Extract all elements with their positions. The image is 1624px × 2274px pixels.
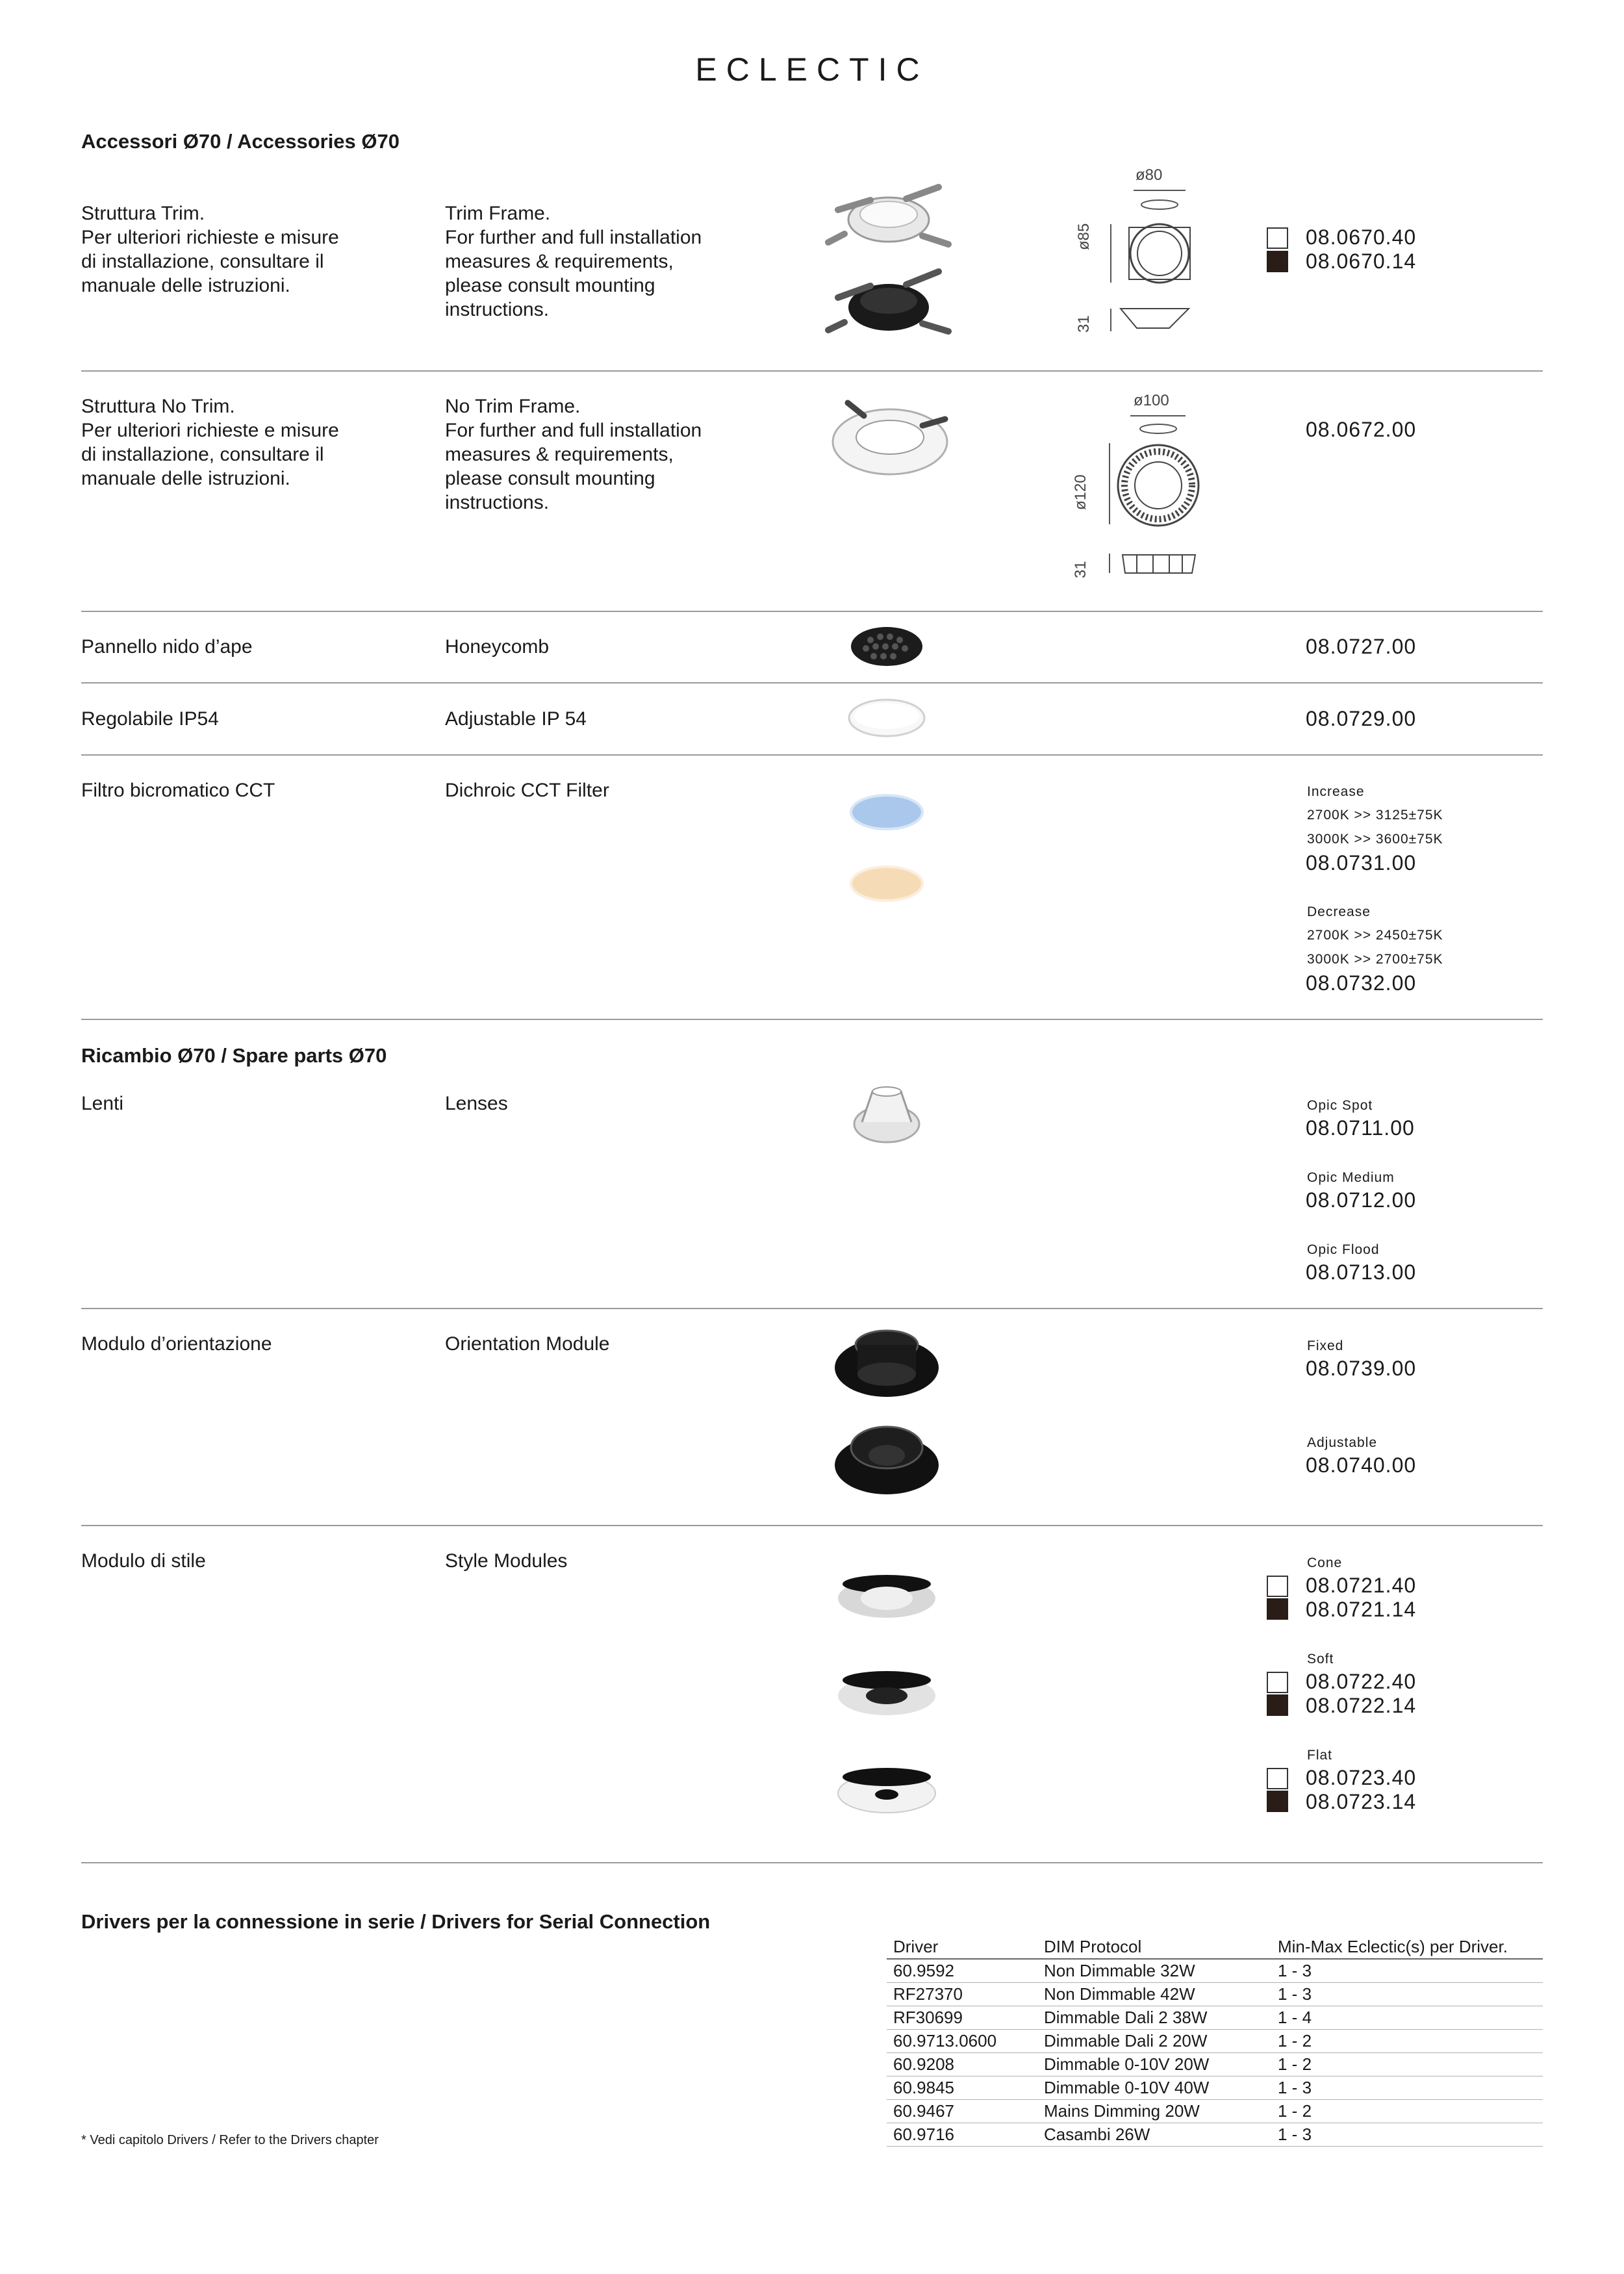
- orientation-adjustable-label: Adjustable: [1307, 1435, 1378, 1450]
- drivers-table-header: [887, 1935, 1543, 1959]
- driver-code: RF30699: [887, 2006, 1037, 2030]
- footnote: * Vedi capitolo Drivers / Refer to the Drivers chapter: [81, 2133, 379, 2147]
- divider: [81, 754, 1543, 756]
- cct-decrease-label: Decrease: [1307, 904, 1371, 919]
- white-finish-swatch: [1267, 1576, 1288, 1597]
- notrim-dim-side: ø120: [1072, 474, 1089, 510]
- cct-label-it: Filtro bicromatico CCT: [81, 780, 275, 801]
- trim-code-white: 08.0670.40: [1306, 225, 1417, 249]
- driver-minmax: 1 - 2: [1271, 2053, 1543, 2076]
- divider: [81, 370, 1543, 372]
- orientation-fixed-code: 08.0739.00: [1306, 1357, 1417, 1380]
- cct-increase-line1: 2700K >> 3125±75K: [1307, 808, 1443, 823]
- lens-medium-code: 08.0712.00: [1306, 1188, 1417, 1212]
- lenses-label-en: Lenses: [445, 1093, 508, 1114]
- cct-decrease-filter-image: [844, 861, 929, 906]
- white-finish-swatch: [1267, 1672, 1288, 1693]
- honeycomb-code: 08.0727.00: [1306, 635, 1417, 658]
- style-flat-image: [835, 1757, 939, 1816]
- drivers-section-title: Drivers per la connessione in serie / Drivers for Serial Connection: [81, 1910, 711, 1933]
- orientation-fixed-label: Fixed: [1307, 1338, 1344, 1353]
- driver-protocol: Non Dimmable 32W: [1037, 1959, 1271, 1983]
- driver-minmax: 1 - 2: [1271, 2100, 1543, 2123]
- table-row: [887, 2053, 1543, 2076]
- orientation-label-en: Orientation Module: [445, 1333, 610, 1355]
- driver-minmax: 1 - 3: [1271, 1959, 1543, 1983]
- ip54-image: [844, 695, 929, 741]
- honeycomb-label-it: Pannello nido d’ape: [81, 636, 253, 658]
- ip54-code: 08.0729.00: [1306, 707, 1417, 730]
- trim-desc-en: Trim Frame. For further and full installation measures & requirements, please consult mounting instructions.: [445, 203, 702, 320]
- trim-frame-image: [825, 174, 955, 356]
- notrim-dim-height: 31: [1072, 561, 1089, 578]
- style-soft-code-black: 08.0722.14: [1306, 1694, 1417, 1717]
- table-row: [887, 1983, 1543, 2006]
- lens-flood-label: Opic Flood: [1307, 1242, 1380, 1257]
- notrim-desc-it: Struttura No Trim. Per ulteriori richieste e misure di installazione, consultare il manuale delle istruzioni.: [81, 396, 339, 489]
- trim-desc-it: Struttura Trim. Per ulteriori richieste e misure di installazione, consultare il manuale delle istruzioni.: [81, 203, 339, 296]
- divider: [81, 1308, 1543, 1309]
- style-cone-label: Cone: [1307, 1555, 1343, 1570]
- driver-minmax: 1 - 2: [1271, 2030, 1543, 2053]
- style-label-en: Style Modules: [445, 1550, 568, 1572]
- driver-protocol: Dimmable Dali 2 20W: [1037, 2030, 1271, 2053]
- cct-decrease-line1: 2700K >> 2450±75K: [1307, 928, 1443, 943]
- drivers-header-minmax: Min-Max Eclectic(s) per Driver.: [1271, 1935, 1543, 1959]
- lens-spot-label: Opic Spot: [1307, 1098, 1373, 1113]
- table-row: [887, 2100, 1543, 2123]
- black-finish-swatch: [1267, 1598, 1288, 1620]
- driver-protocol: Dimmable Dali 2 38W: [1037, 2006, 1271, 2030]
- driver-protocol: Dimmable 0-10V 40W: [1037, 2076, 1271, 2100]
- orientation-adjustable-image: [831, 1416, 942, 1501]
- cct-increase-filter-image: [844, 789, 929, 835]
- honeycomb-image: [848, 624, 926, 669]
- orientation-label-it: Modulo d’orientazione: [81, 1333, 272, 1355]
- black-finish-swatch: [1267, 1791, 1288, 1812]
- lens-medium-label: Opic Medium: [1307, 1170, 1395, 1185]
- ip54-label-it: Regolabile IP54: [81, 708, 219, 730]
- lens-flood-code: 08.0713.00: [1306, 1260, 1417, 1284]
- driver-minmax: 1 - 3: [1271, 2076, 1543, 2100]
- lens-image: [848, 1082, 926, 1147]
- table-row: [887, 2030, 1543, 2053]
- driver-minmax: 1 - 4: [1271, 2006, 1543, 2030]
- ip54-label-en: Adjustable IP 54: [445, 708, 587, 730]
- orientation-fixed-image: [831, 1319, 942, 1403]
- driver-code: 60.9467: [887, 2100, 1037, 2123]
- notrim-code: 08.0672.00: [1306, 418, 1417, 441]
- driver-protocol: Mains Dimming 20W: [1037, 2100, 1271, 2123]
- trim-dim-top: ø80: [1136, 166, 1163, 184]
- driver-code: 60.9716: [887, 2123, 1037, 2147]
- divider: [81, 611, 1543, 612]
- driver-protocol: Non Dimmable 42W: [1037, 1983, 1271, 2006]
- cct-increase-label: Increase: [1307, 784, 1365, 799]
- driver-code: 60.9592: [887, 1959, 1037, 1983]
- black-finish-swatch: [1267, 1694, 1288, 1716]
- driver-minmax: 1 - 3: [1271, 2123, 1543, 2147]
- cct-label-en: Dichroic CCT Filter: [445, 780, 609, 801]
- style-flat-code-white: 08.0723.40: [1306, 1766, 1417, 1789]
- white-finish-swatch: [1267, 1768, 1288, 1789]
- driver-code: 60.9845: [887, 2076, 1037, 2100]
- orientation-adjustable-code: 08.0740.00: [1306, 1453, 1417, 1477]
- spare-section-title: Ricambio Ø70 / Spare parts Ø70: [81, 1044, 387, 1067]
- style-label-it: Modulo di stile: [81, 1550, 206, 1572]
- cct-decrease-code: 08.0732.00: [1306, 971, 1417, 995]
- drivers-header-driver: Driver: [887, 1935, 1037, 1959]
- notrim-desc-en: No Trim Frame. For further and full installation measures & requirements, please consult mounting instructions.: [445, 396, 702, 513]
- trim-dim-height: 31: [1075, 315, 1093, 333]
- lens-spot-code: 08.0711.00: [1306, 1116, 1415, 1140]
- style-soft-label: Soft: [1307, 1652, 1334, 1667]
- table-row: [887, 2123, 1543, 2147]
- divider: [81, 1862, 1543, 1863]
- driver-minmax: 1 - 3: [1271, 1983, 1543, 2006]
- style-cone-code-black: 08.0721.14: [1306, 1598, 1417, 1621]
- driver-code: 60.9208: [887, 2053, 1037, 2076]
- table-row: [887, 1959, 1543, 1983]
- driver-protocol: Dimmable 0-10V 20W: [1037, 2053, 1271, 2076]
- style-soft-code-white: 08.0722.40: [1306, 1670, 1417, 1693]
- driver-code: RF27370: [887, 1983, 1037, 2006]
- accessories-section-title: Accessori Ø70 / Accessories Ø70: [81, 130, 400, 153]
- trim-code-black: 08.0670.14: [1306, 249, 1417, 273]
- trim-dim-side: ø85: [1075, 223, 1093, 250]
- divider: [81, 682, 1543, 683]
- style-flat-label: Flat: [1307, 1748, 1333, 1763]
- divider: [81, 1525, 1543, 1526]
- table-row: [887, 2006, 1543, 2030]
- trim-technical-drawing: [1098, 185, 1208, 341]
- divider: [81, 1019, 1543, 1020]
- style-cone-image: [835, 1566, 939, 1624]
- table-row: [887, 2076, 1543, 2100]
- style-cone-code-white: 08.0721.40: [1306, 1574, 1417, 1597]
- driver-code: 60.9713.0600: [887, 2030, 1037, 2053]
- cct-increase-code: 08.0731.00: [1306, 851, 1417, 875]
- style-soft-image: [835, 1662, 939, 1720]
- black-finish-swatch: [1267, 251, 1288, 272]
- drivers-table: [887, 1935, 1543, 2147]
- notrim-frame-image: [825, 393, 955, 484]
- driver-protocol: Casambi 26W: [1037, 2123, 1271, 2147]
- style-flat-code-black: 08.0723.14: [1306, 1790, 1417, 1813]
- cct-increase-line2: 3000K >> 3600±75K: [1307, 832, 1443, 847]
- notrim-dim-top: ø100: [1134, 392, 1169, 409]
- white-finish-swatch: [1267, 227, 1288, 249]
- cct-decrease-line2: 3000K >> 2700±75K: [1307, 952, 1443, 967]
- drivers-header-protocol: DIM Protocol: [1037, 1935, 1271, 1959]
- notrim-technical-drawing: [1098, 411, 1208, 580]
- honeycomb-label-en: Honeycomb: [445, 636, 550, 658]
- lenses-label-it: Lenti: [81, 1093, 124, 1114]
- page-title: ECLECTIC: [695, 51, 929, 88]
